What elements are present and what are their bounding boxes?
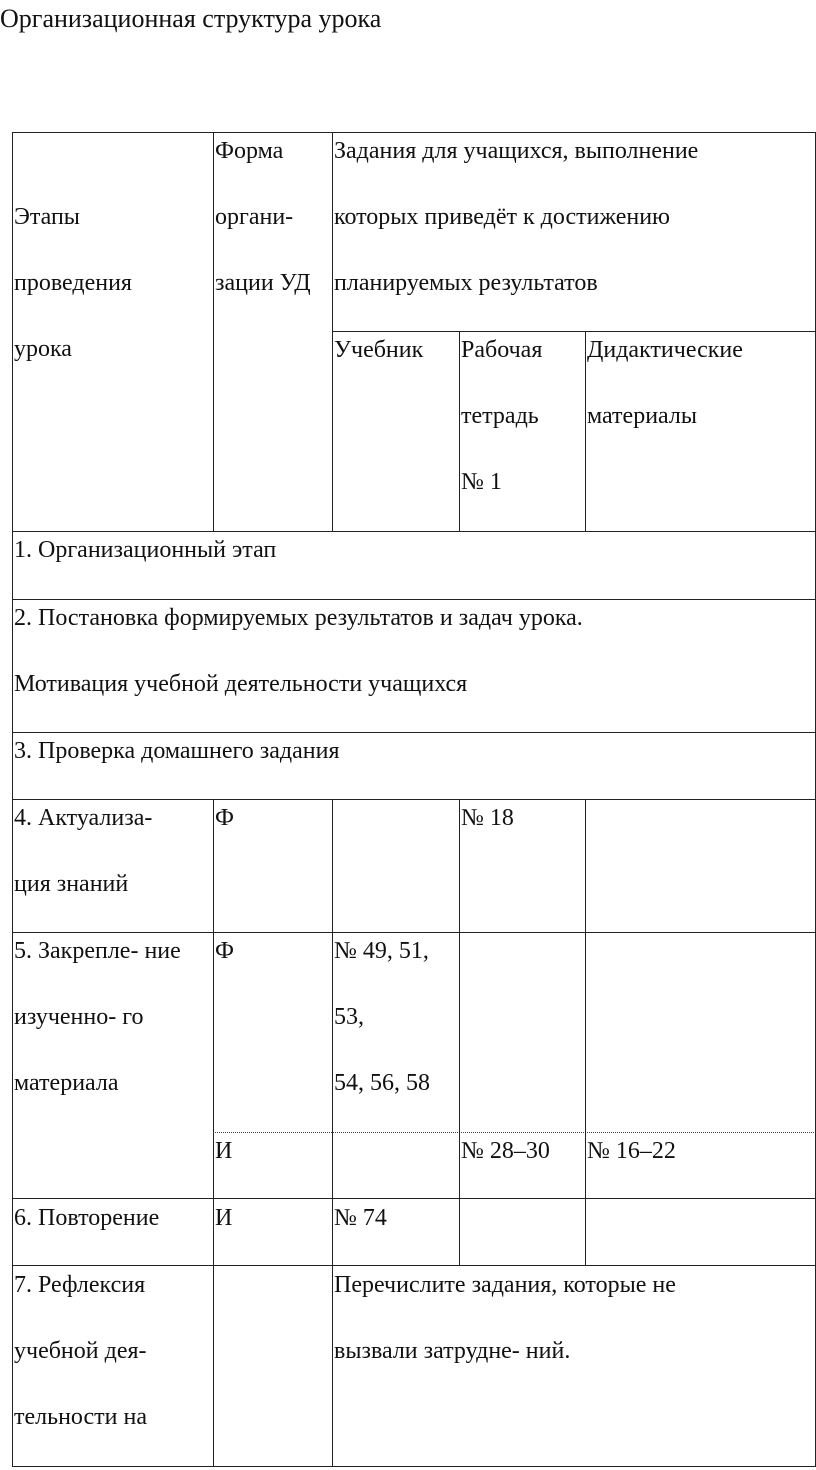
header-didactic: Дидактические материалы — [587, 337, 743, 429]
row-1-stage: 1. Организационный этап — [14, 537, 277, 563]
row-4-form: Ф — [215, 805, 234, 831]
row-7-tasks: Перечислите задания, которые не вызвали затрудне- ний. — [334, 1272, 676, 1364]
row-5b-form: И — [215, 1138, 233, 1164]
row-4-stage: 4. Актуализа- ция знаний — [14, 805, 153, 897]
row-6-form: И — [215, 1205, 233, 1231]
header-tasks: Задания для учащихся, выполнение которых приведёт к достижению планируемых результатов — [334, 138, 699, 296]
row-4-workbook: № 18 — [461, 805, 514, 831]
row-5b-workbook: № 28–30 — [461, 1138, 550, 1164]
header-form: Форма органи- зации УД — [215, 138, 311, 296]
row-5b-didactic: № 16–22 — [587, 1138, 676, 1164]
row-5-form: Ф — [215, 938, 234, 964]
row-7-stage: 7. Рефлексия учебной дея- тельности на — [14, 1272, 147, 1430]
page-title: Организационная структура урока — [0, 4, 382, 33]
header-textbook: Учебник — [334, 337, 424, 363]
row-6-textbook: № 74 — [334, 1205, 387, 1231]
row-3-stage: 3. Проверка домашнего задания — [14, 738, 340, 764]
header-stage: Этапы проведения урока — [14, 204, 132, 362]
row-6-stage: 6. Повторение — [14, 1205, 160, 1231]
row-5-textbook: № 49, 51, 53, 54, 56, 58 — [334, 938, 430, 1096]
header-workbook: Рабочая тетрадь № 1 — [461, 337, 543, 495]
row-5-stage: 5. Закрепле- ние изученно- го материала — [14, 938, 181, 1096]
row-2-stage: 2. Постановка формируемых результатов и задач урока. Мотивация учебной деятельности учащихся — [14, 605, 583, 697]
